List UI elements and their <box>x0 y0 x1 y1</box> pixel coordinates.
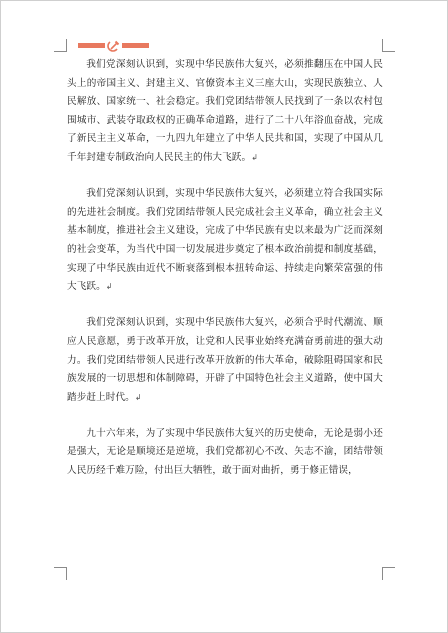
paragraph-mark: ↲ <box>134 392 142 402</box>
paragraph-mark: ↲ <box>105 282 113 292</box>
paragraph-text: 我们党深刻认识到，实现中华民族伟大复兴，必须合乎时代潮流、顺应人民意愿，勇于改革开放，让党和人民事业始终充满奋勇前进的强大动力。我们党团结带领人民进行改革开放新的伟大革命，破除阻碍国家和民族发展的一切思想和体制障碍，开辟了中国特色社会主义道路，使中国大踏步赶上时代。 <box>67 317 383 403</box>
header-bar-left <box>78 43 105 48</box>
crop-mark-top-right <box>382 39 395 52</box>
paragraph-mark: ↲ <box>251 152 258 162</box>
header-emblem <box>78 41 150 51</box>
document-body <box>67 56 383 481</box>
header-bar-right <box>122 43 149 48</box>
paragraph-text: 我们党深刻认识到，实现中华民族伟大复兴，必须推翻压在中国人民头上的帝国主义、封建主义、官僚资本主义三座大山，实现民族独立、人民解放、国家统一、社会稳定。我们党团结带领人民找到了一条以农村包围城市、武装夺取政权的正确革命道路，进行了二十八年浴血奋战，完成了新民主主义革命，一九四九年建立了中华人民共和国，实现了中国从几千年封建专制政治向人民民主的伟大飞跃。 <box>67 59 383 163</box>
hammer-sickle-icon <box>107 40 120 52</box>
paragraph-text: 我们党深刻认识到，实现中华民族伟大复兴，必须建立符合我国实际的先进社会制度。我们党团结带领人民完成社会主义革命，确立社会主义基本制度，推进社会主义建设，完成了中华民族有史以来最为广泛而深刻的社会变革，为当代中国一切发展进步奠定了根本政治前提和制度基础，实现了中华民族由近代不断衰落到根本扭转命运、持续走向繁荣富强的伟大飞跃。 <box>67 188 383 293</box>
paragraph <box>67 314 383 407</box>
paragraph <box>67 56 383 168</box>
crop-mark-bottom-right <box>382 567 395 580</box>
paragraph <box>67 185 383 297</box>
crop-mark-top-left <box>54 39 67 52</box>
paragraph-text: 九十六年来，为了实现中华民族伟大复兴的历史使命，无论是弱小还是强大，无论是顺境还是逆境，我们党都初心不改、矢志不渝，团结带领人民历经千难万险，付出巨大牺牲，敢于面对曲折，勇于修正错误， <box>67 427 383 477</box>
crop-mark-bottom-left <box>54 567 67 580</box>
paragraph <box>67 425 383 481</box>
